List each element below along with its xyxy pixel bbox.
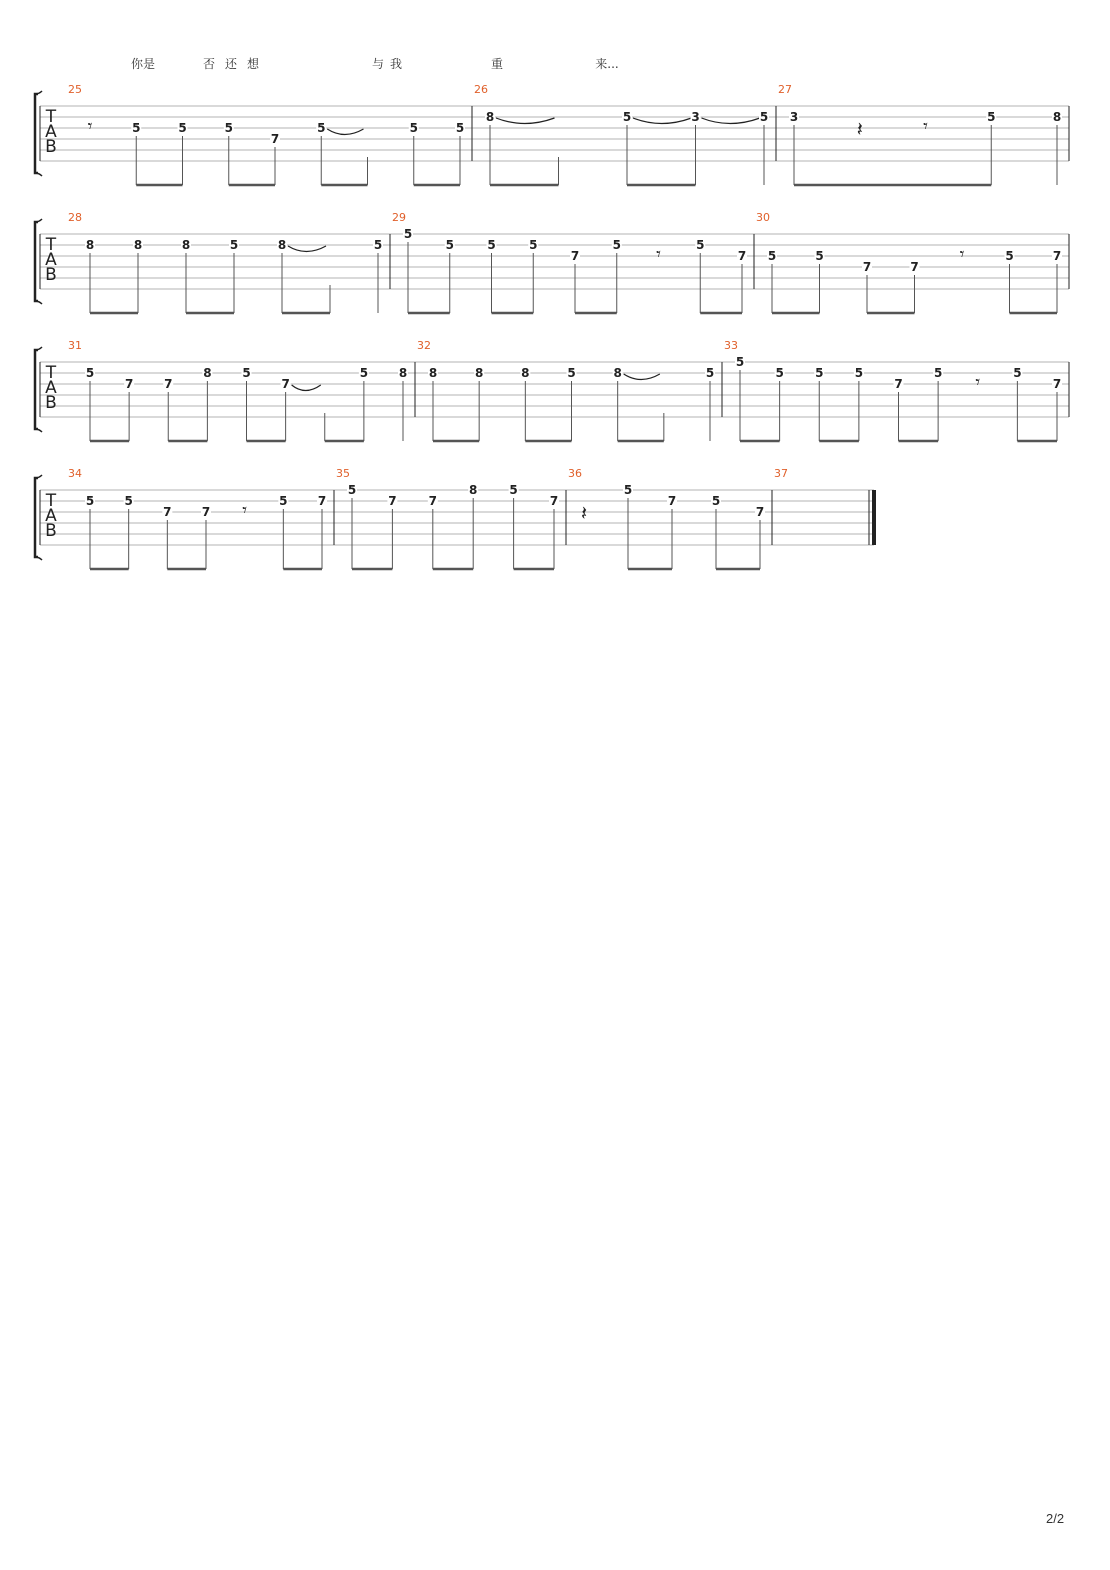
fret-number: 5 (815, 249, 824, 263)
fret-number: 5 (224, 121, 233, 135)
fret-number: 5 (359, 366, 369, 380)
tab-systems (35, 83, 1069, 569)
measure (336, 467, 559, 569)
fret-number: 7 (164, 377, 173, 391)
measure (68, 83, 465, 185)
fret-number: 8 (521, 366, 530, 380)
fret-number: 5 (623, 483, 633, 497)
fret-number: 7 (1052, 249, 1062, 263)
measure-number: 25 (68, 83, 82, 96)
measure-number: 36 (568, 467, 582, 480)
measure (778, 83, 1062, 185)
fret-number: 7 (570, 249, 580, 263)
eighth-rest: 𝄾 (87, 116, 93, 137)
fret-number: 7 (281, 377, 290, 391)
fret-number: 8 (485, 110, 495, 124)
fret-number: 7 (270, 132, 280, 146)
quarter-rest: 𝄽 (580, 501, 588, 525)
measure-number: 31 (68, 339, 82, 352)
measure (724, 339, 1062, 441)
fret-number: 5 (85, 366, 95, 380)
measure-number: 37 (774, 467, 788, 480)
fret-number: 5 (854, 366, 864, 380)
tie-arc (702, 118, 761, 124)
tab-clef-letter: B (45, 393, 57, 413)
measure (68, 211, 383, 313)
fret-number: 8 (277, 238, 287, 252)
fret-number: 7 (862, 260, 872, 274)
lyric-word: 还 (224, 57, 238, 71)
quarter-rest: 𝄽 (856, 117, 863, 141)
fret-number: 7 (317, 494, 327, 508)
fret-number: 7 (737, 249, 747, 263)
fret-number: 3 (691, 110, 700, 124)
fret-number: 5 (987, 110, 996, 124)
lyric-word: 否 (202, 57, 216, 71)
fret-number: 8 (203, 366, 212, 380)
fret-number: 5 (409, 121, 418, 135)
fret-number: 5 (317, 121, 326, 135)
fret-number: 5 (455, 121, 465, 135)
lyrics-line (131, 56, 619, 71)
fret-number: 8 (398, 366, 408, 380)
eighth-rest: 𝄾 (656, 244, 661, 265)
fret-number: 7 (755, 505, 765, 519)
lyric-word: 与 (371, 57, 385, 71)
fret-number: 5 (178, 121, 187, 135)
eighth-rest: 𝄾 (242, 500, 248, 521)
fret-number: 5 (445, 238, 454, 252)
fret-number: 5 (279, 494, 288, 508)
system-bracket (35, 94, 38, 173)
system-bracket (35, 350, 38, 429)
fret-number: 8 (181, 238, 191, 252)
fret-number: 5 (622, 110, 632, 124)
lyric-word: 想 (246, 57, 260, 71)
eighth-rest: 𝄾 (959, 244, 965, 265)
fret-number: 5 (373, 238, 383, 252)
tie-arc (496, 118, 555, 124)
fret-number: 5 (132, 121, 141, 135)
fret-number: 8 (1052, 110, 1062, 124)
fret-number: 7 (163, 505, 172, 519)
fret-number: 5 (403, 227, 413, 241)
lyric-word: 来... (595, 57, 619, 71)
measure (756, 211, 1062, 313)
fret-number: 7 (894, 377, 903, 391)
fret-number: 5 (347, 483, 357, 497)
measure-number: 32 (417, 339, 431, 352)
measure (568, 467, 765, 569)
fret-number: 7 (388, 494, 397, 508)
lyric-word: 我 (389, 57, 403, 71)
fret-number: 5 (775, 366, 784, 380)
fret-number: 5 (711, 494, 721, 508)
fret-number: 7 (667, 494, 677, 508)
fret-number: 8 (613, 366, 622, 380)
page-number: 2/2 (1046, 1511, 1065, 1526)
lyric-word: 你是 (130, 57, 156, 71)
tab-system (35, 211, 1069, 313)
measure-number: 30 (756, 211, 770, 224)
measure-number: 34 (68, 467, 82, 480)
fret-number: 5 (933, 366, 943, 380)
tab-clef-letter: B (45, 265, 57, 285)
tab-clef-letter: A (45, 378, 57, 398)
fret-number: 5 (696, 238, 705, 252)
fret-number: 8 (133, 238, 143, 252)
tab-system (35, 83, 1069, 185)
fret-number: 7 (124, 377, 134, 391)
tab-clef-letter: A (45, 250, 57, 270)
tie-arc (288, 246, 326, 252)
fret-number: 7 (549, 494, 559, 508)
measure (68, 467, 327, 569)
tie-arc (624, 374, 660, 380)
fret-number: 5 (124, 494, 133, 508)
tie-arc (292, 385, 321, 391)
fret-number: 5 (509, 483, 518, 497)
fret-number: 5 (529, 238, 538, 252)
fret-number: 3 (789, 110, 799, 124)
measure-number: 27 (778, 83, 792, 96)
fret-number: 5 (242, 366, 251, 380)
tab-system (35, 339, 1069, 441)
measure (774, 467, 788, 480)
fret-number: 7 (1052, 377, 1062, 391)
tab-clef-letter: A (45, 122, 57, 142)
fret-number: 7 (910, 260, 919, 274)
tab-clef-letter: A (45, 506, 57, 526)
tie-arc (327, 129, 363, 135)
system-bracket (35, 222, 38, 301)
fret-number: 5 (1013, 366, 1022, 380)
tie-arc (633, 118, 692, 124)
fret-number: 7 (428, 494, 437, 508)
measure-number: 33 (724, 339, 738, 352)
tab-clef-letter: T (45, 235, 57, 255)
tab-clef-letter: B (45, 137, 57, 157)
fret-number: 5 (85, 494, 95, 508)
measure (417, 339, 715, 441)
fret-number: 5 (229, 238, 239, 252)
fret-number: 5 (735, 355, 745, 369)
tab-system (35, 467, 874, 569)
measure-number: 28 (68, 211, 82, 224)
fret-number: 5 (815, 366, 824, 380)
measure-number: 29 (392, 211, 406, 224)
fret-number: 8 (474, 366, 484, 380)
fret-number: 8 (428, 366, 438, 380)
tab-clef-letter: T (45, 363, 57, 383)
fret-number: 5 (612, 238, 621, 252)
lyric-word: 重 (490, 57, 504, 71)
measure-number: 26 (474, 83, 488, 96)
system-bracket (35, 478, 38, 557)
fret-number: 5 (705, 366, 715, 380)
measure (474, 83, 769, 185)
eighth-rest: 𝄾 (975, 372, 981, 393)
tab-clef-letter: B (45, 521, 57, 541)
measure-number: 35 (336, 467, 350, 480)
measure (68, 339, 408, 441)
fret-number: 7 (201, 505, 211, 519)
fret-number: 8 (469, 483, 478, 497)
fret-number: 5 (1005, 249, 1014, 263)
eighth-rest: 𝄾 (923, 116, 928, 137)
fret-number: 8 (85, 238, 95, 252)
tab-clef-letter: T (45, 491, 57, 511)
fret-number: 5 (487, 238, 496, 252)
fret-number: 5 (567, 366, 576, 380)
fret-number: 5 (767, 249, 777, 263)
tab-clef-letter: T (45, 107, 57, 127)
fret-number: 5 (759, 110, 769, 124)
measure (392, 211, 747, 313)
